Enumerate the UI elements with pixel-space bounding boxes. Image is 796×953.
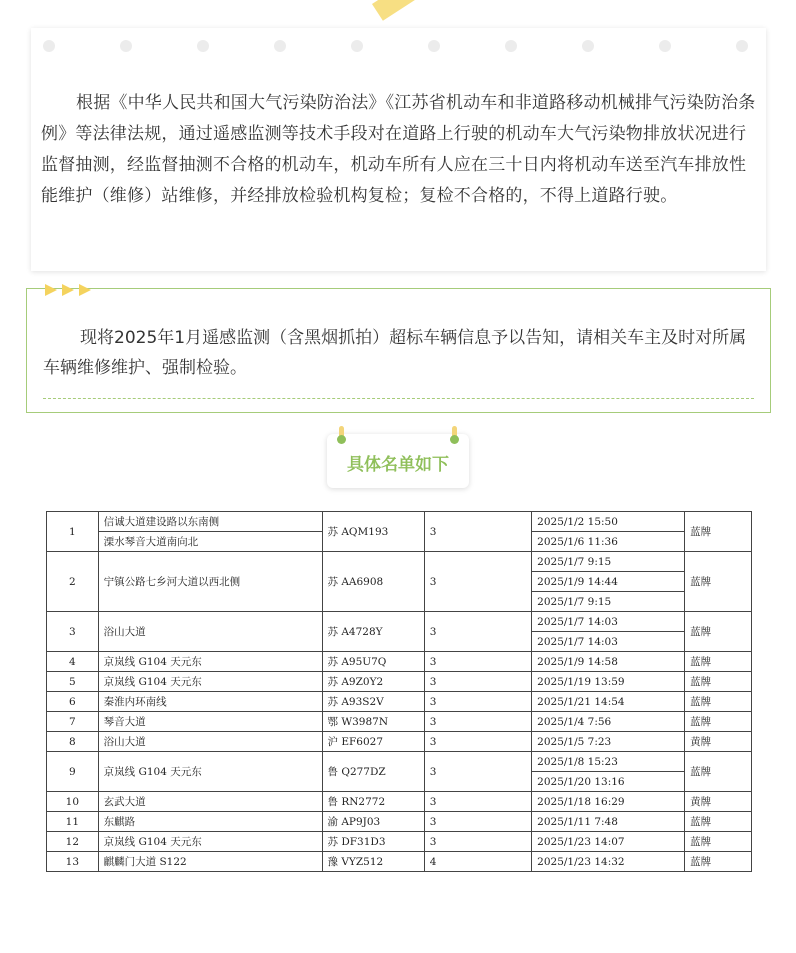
plate-type-cell: 蓝牌 (685, 512, 752, 552)
arrow-icon (79, 284, 91, 296)
tape-decoration (372, 0, 432, 21)
table-row (47, 672, 752, 692)
dot-decoration (736, 40, 748, 52)
time-cell: 2025/1/23 14:32 (532, 852, 685, 872)
plate-type-cell: 蓝牌 (685, 852, 752, 872)
plate-type-cell: 蓝牌 (685, 692, 752, 712)
row-number-cell: 3 (47, 612, 99, 652)
arrow-icons (45, 284, 94, 298)
dot-decoration (428, 40, 440, 52)
plate-cell: 苏 AQM193 (322, 512, 424, 552)
intro-paragraph: 根据《中华人民共和国大气污染防治法》《江苏省机动车和非道路移动机械排气污染防治条例》等法律法规，通过遥感监测等技术手段对在道路上行驶的机动车大气污染物排放状况进行监督抽测，经监督抽测不合格的机动车，机动车所有人应在三十日内将机动车送至汽车排放性能维护（维修）站维修，并经排放检验机构复检；复检不合格的，不得上道路行驶。 (41, 93, 756, 206)
table-row (47, 852, 752, 872)
table-row (47, 612, 752, 632)
plate-cell: 苏 AA6908 (322, 552, 424, 612)
plate-type-cell: 蓝牌 (685, 752, 752, 792)
time-cell: 2025/1/5 7:23 (532, 732, 685, 752)
plate-type-cell: 黄牌 (685, 792, 752, 812)
table-row (47, 552, 752, 572)
location-cell: 浴山大道 (98, 612, 322, 652)
plate-type-cell: 蓝牌 (685, 672, 752, 692)
count-cell: 3 (424, 672, 531, 692)
table-row (47, 712, 752, 732)
time-cell: 2025/1/9 14:44 (532, 572, 685, 592)
plate-type-cell: 蓝牌 (685, 552, 752, 612)
dot-decoration (43, 40, 55, 52)
table-row (47, 652, 752, 672)
time-cell: 2025/1/6 11:36 (532, 532, 685, 552)
dot-decoration (582, 40, 594, 52)
count-cell: 3 (424, 552, 531, 612)
time-cell: 2025/1/2 15:50 (532, 512, 685, 532)
row-number-cell: 13 (47, 852, 99, 872)
location-cell: 溧水琴音大道南向北 (98, 532, 322, 552)
location-cell: 玄武大道 (98, 792, 322, 812)
row-number-cell: 4 (47, 652, 99, 672)
count-cell: 3 (424, 752, 531, 792)
plate-cell: 鲁 Q277DZ (322, 752, 424, 792)
time-cell: 2025/1/19 13:59 (532, 672, 685, 692)
location-cell: 秦淮内环南线 (98, 692, 322, 712)
location-cell: 京岚线 G104 天元东 (98, 672, 322, 692)
count-cell: 3 (424, 812, 531, 832)
pin-icon (339, 426, 344, 440)
dot-decoration (659, 40, 671, 52)
time-cell: 2025/1/7 14:03 (532, 612, 685, 632)
row-number-cell: 6 (47, 692, 99, 712)
dashed-divider (43, 398, 754, 399)
dot-decoration (274, 40, 286, 52)
count-cell: 4 (424, 852, 531, 872)
location-cell: 京岚线 G104 天元东 (98, 652, 322, 672)
time-cell: 2025/1/8 15:23 (532, 752, 685, 772)
time-cell: 2025/1/23 14:07 (532, 832, 685, 852)
location-cell: 浴山大道 (98, 732, 322, 752)
plate-cell: 苏 A95U7Q (322, 652, 424, 672)
plate-type-cell: 蓝牌 (685, 812, 752, 832)
time-cell: 2025/1/21 14:54 (532, 692, 685, 712)
plate-cell: 苏 A4728Y (322, 612, 424, 652)
row-number-cell: 9 (47, 752, 99, 792)
time-cell: 2025/1/18 16:29 (532, 792, 685, 812)
count-cell: 3 (424, 512, 531, 552)
location-cell: 东麒路 (98, 812, 322, 832)
table-row (47, 812, 752, 832)
vehicle-table (46, 511, 752, 872)
time-cell: 2025/1/7 14:03 (532, 632, 685, 652)
plate-type-cell: 蓝牌 (685, 652, 752, 672)
dot-decoration (351, 40, 363, 52)
intro-card (31, 28, 766, 271)
dot-decoration (197, 40, 209, 52)
plate-cell: 豫 VYZ512 (322, 852, 424, 872)
count-cell: 3 (424, 612, 531, 652)
dot-decoration (505, 40, 517, 52)
plate-cell: 苏 A9Z0Y2 (322, 672, 424, 692)
row-number-cell: 7 (47, 712, 99, 732)
location-cell: 京岚线 G104 天元东 (98, 832, 322, 852)
arrow-icon (62, 284, 74, 296)
count-cell: 3 (424, 712, 531, 732)
plate-type-cell: 蓝牌 (685, 612, 752, 652)
list-title: 具体名单如下 (347, 455, 449, 475)
table-row (47, 692, 752, 712)
arrow-icon (45, 284, 57, 296)
plate-cell: 渝 AP9J03 (322, 812, 424, 832)
plate-type-cell: 黄牌 (685, 732, 752, 752)
list-title-badge (327, 434, 469, 488)
location-cell: 麒麟门大道 S122 (98, 852, 322, 872)
row-number-cell: 8 (47, 732, 99, 752)
time-cell: 2025/1/9 14:58 (532, 652, 685, 672)
location-cell: 宁镇公路七乡河大道以西北侧 (98, 552, 322, 612)
table-row (47, 732, 752, 752)
row-number-cell: 11 (47, 812, 99, 832)
time-cell: 2025/1/4 7:56 (532, 712, 685, 732)
decorative-dots (31, 40, 766, 54)
plate-type-cell: 蓝牌 (685, 832, 752, 852)
row-number-cell: 2 (47, 552, 99, 612)
plate-cell: 苏 DF31D3 (322, 832, 424, 852)
notice-paragraph: 现将2025年1月遥感监测（含黑烟抓拍）超标车辆信息予以告知，请相关车主及时对所属车辆维修维护、强制检验。 (43, 328, 747, 378)
row-number-cell: 5 (47, 672, 99, 692)
table-row (47, 832, 752, 852)
row-number-cell: 12 (47, 832, 99, 852)
row-number-cell: 1 (47, 512, 99, 552)
table-row (47, 752, 752, 772)
time-cell: 2025/1/7 9:15 (532, 552, 685, 572)
count-cell: 3 (424, 652, 531, 672)
row-number-cell: 10 (47, 792, 99, 812)
plate-cell: 鲁 RN2772 (322, 792, 424, 812)
time-cell: 2025/1/7 9:15 (532, 592, 685, 612)
notice-card (26, 288, 771, 413)
plate-cell: 鄂 W3987N (322, 712, 424, 732)
location-cell: 京岚线 G104 天元东 (98, 752, 322, 792)
plate-cell: 苏 A93S2V (322, 692, 424, 712)
time-cell: 2025/1/20 13:16 (532, 772, 685, 792)
count-cell: 3 (424, 692, 531, 712)
plate-type-cell: 蓝牌 (685, 712, 752, 732)
time-cell: 2025/1/11 7:48 (532, 812, 685, 832)
count-cell: 3 (424, 732, 531, 752)
location-cell: 琴音大道 (98, 712, 322, 732)
count-cell: 3 (424, 832, 531, 852)
location-cell: 信诚大道建设路以东南侧 (98, 512, 322, 532)
dot-decoration (120, 40, 132, 52)
plate-cell: 沪 EF6027 (322, 732, 424, 752)
pin-icon (452, 426, 457, 440)
count-cell: 3 (424, 792, 531, 812)
table-row (47, 512, 752, 532)
table-row (47, 792, 752, 812)
